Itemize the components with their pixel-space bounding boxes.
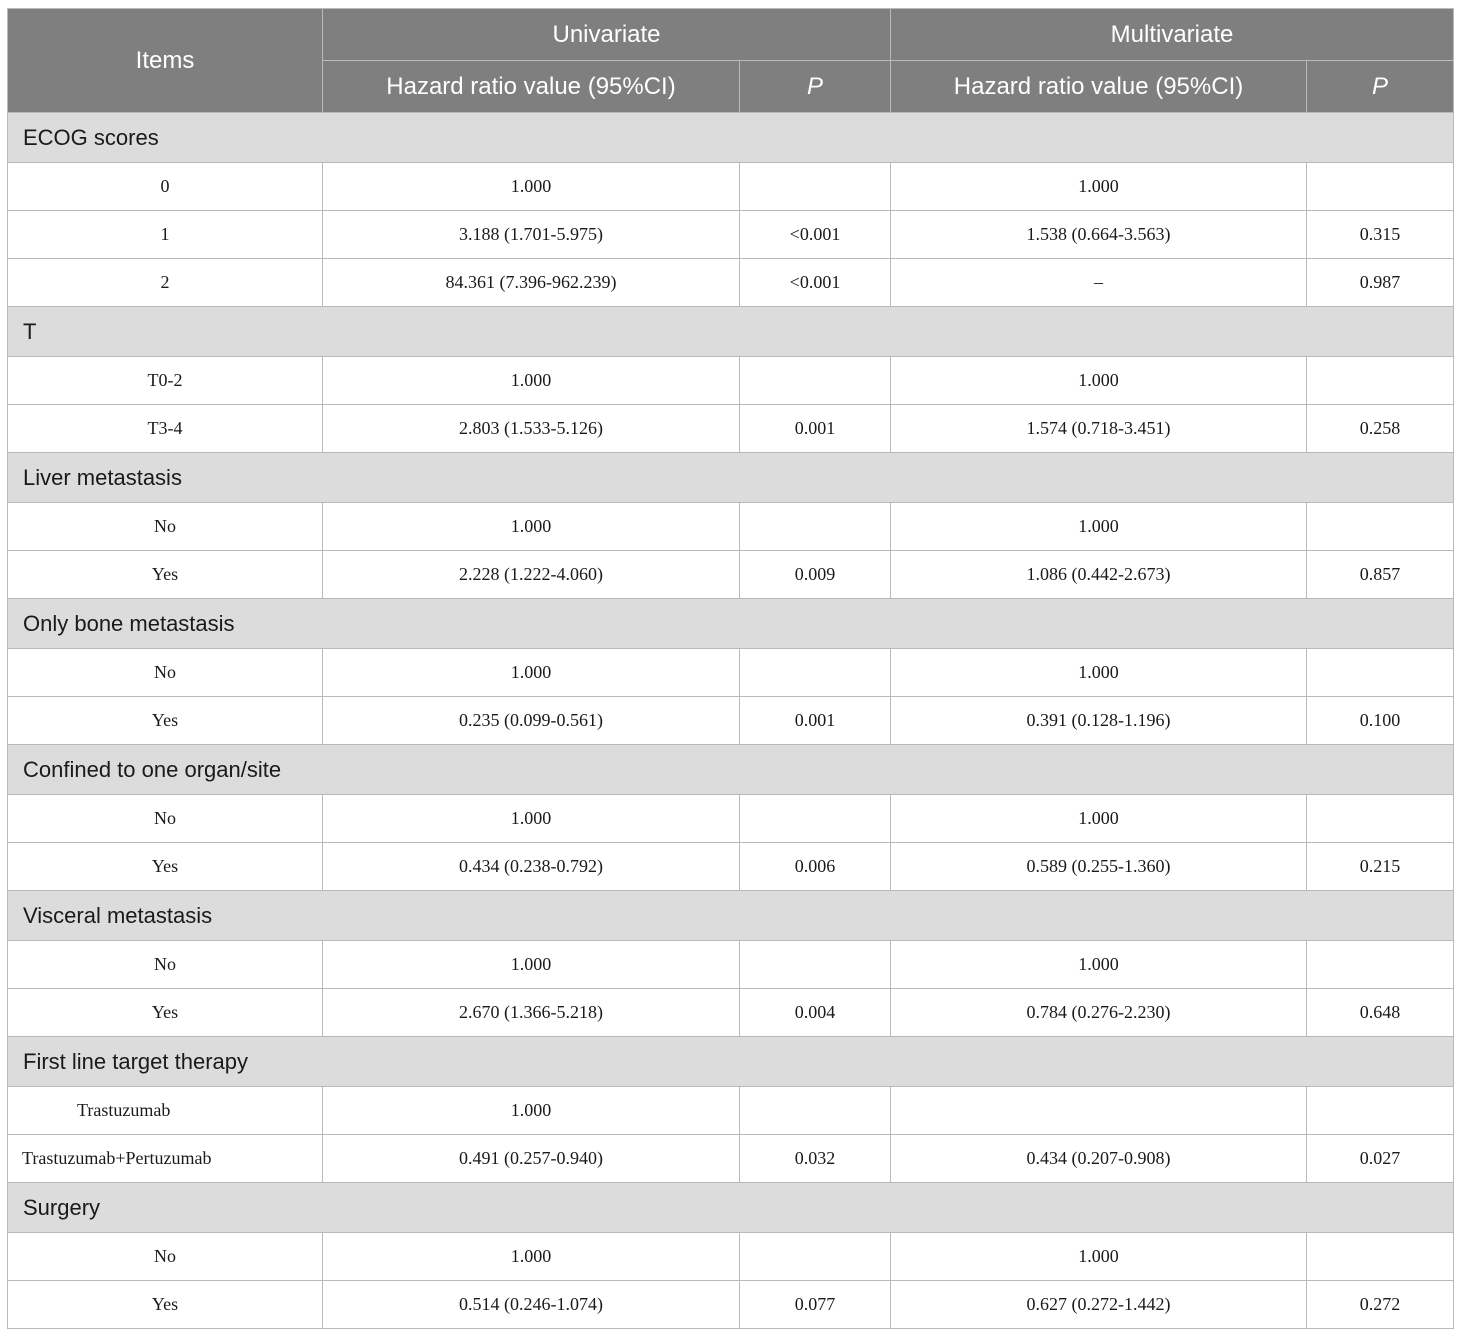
section-title: Surgery bbox=[8, 1183, 1454, 1233]
multivariate-p-cell bbox=[1307, 649, 1454, 697]
multivariate-hr-cell: 0.589 (0.255-1.360) bbox=[891, 843, 1307, 891]
header-univariate: Univariate bbox=[323, 9, 891, 61]
section-row bbox=[8, 599, 1454, 649]
univariate-hr-cell: 0.235 (0.099-0.561) bbox=[323, 697, 740, 745]
header-multi-p: P bbox=[1307, 61, 1454, 113]
table-row bbox=[8, 1135, 1454, 1183]
row-label: No bbox=[8, 1233, 323, 1281]
row-label: Yes bbox=[8, 989, 323, 1037]
row-label: Trastuzumab+Pertuzumab bbox=[8, 1135, 323, 1183]
multivariate-p-cell: 0.857 bbox=[1307, 551, 1454, 599]
multivariate-p-cell: 0.027 bbox=[1307, 1135, 1454, 1183]
univariate-hr-cell: 1.000 bbox=[323, 163, 740, 211]
univariate-p-cell bbox=[740, 503, 891, 551]
table-row bbox=[8, 163, 1454, 211]
univariate-hr-cell: 3.188 (1.701-5.975) bbox=[323, 211, 740, 259]
row-label: 1 bbox=[8, 211, 323, 259]
section-title: Confined to one organ/site bbox=[8, 745, 1454, 795]
multivariate-hr-cell: 1.000 bbox=[891, 163, 1307, 211]
row-label: No bbox=[8, 503, 323, 551]
univariate-p-cell bbox=[740, 1087, 891, 1135]
multivariate-p-cell: 0.315 bbox=[1307, 211, 1454, 259]
univariate-hr-cell: 1.000 bbox=[323, 1087, 740, 1135]
univariate-p-cell: 0.009 bbox=[740, 551, 891, 599]
section-row bbox=[8, 1183, 1454, 1233]
univariate-p-cell: 0.006 bbox=[740, 843, 891, 891]
header-multi-hr: Hazard ratio value (95%CI) bbox=[891, 61, 1307, 113]
univariate-p-cell: 0.032 bbox=[740, 1135, 891, 1183]
multivariate-p-cell: 0.648 bbox=[1307, 989, 1454, 1037]
table-row bbox=[8, 1087, 1454, 1135]
multivariate-hr-cell: 1.000 bbox=[891, 503, 1307, 551]
table-row bbox=[8, 649, 1454, 697]
univariate-p-cell: <0.001 bbox=[740, 211, 891, 259]
multivariate-hr-cell: 1.000 bbox=[891, 795, 1307, 843]
univariate-p-cell bbox=[740, 649, 891, 697]
univariate-hr-cell: 0.434 (0.238-0.792) bbox=[323, 843, 740, 891]
row-label: Trastuzumab bbox=[8, 1087, 323, 1135]
univariate-hr-cell: 2.670 (1.366-5.218) bbox=[323, 989, 740, 1037]
univariate-hr-cell: 1.000 bbox=[323, 357, 740, 405]
univariate-hr-cell: 2.803 (1.533-5.126) bbox=[323, 405, 740, 453]
row-label: No bbox=[8, 795, 323, 843]
row-label: Yes bbox=[8, 697, 323, 745]
table-row bbox=[8, 503, 1454, 551]
table-row bbox=[8, 405, 1454, 453]
section-row bbox=[8, 1037, 1454, 1087]
section-row bbox=[8, 453, 1454, 503]
univariate-p-cell: 0.001 bbox=[740, 405, 891, 453]
multivariate-hr-cell: 0.627 (0.272-1.442) bbox=[891, 1281, 1307, 1329]
section-row bbox=[8, 307, 1454, 357]
multivariate-p-cell: 0.987 bbox=[1307, 259, 1454, 307]
multivariate-p-cell: 0.272 bbox=[1307, 1281, 1454, 1329]
table-row bbox=[8, 795, 1454, 843]
table-row bbox=[8, 941, 1454, 989]
multivariate-p-cell bbox=[1307, 1087, 1454, 1135]
table-row bbox=[8, 551, 1454, 599]
univariate-p-cell bbox=[740, 795, 891, 843]
multivariate-hr-cell: 1.086 (0.442-2.673) bbox=[891, 551, 1307, 599]
univariate-p-cell bbox=[740, 357, 891, 405]
multivariate-p-cell: 0.215 bbox=[1307, 843, 1454, 891]
row-label: T3-4 bbox=[8, 405, 323, 453]
multivariate-hr-cell: 1.000 bbox=[891, 649, 1307, 697]
table-row bbox=[8, 259, 1454, 307]
section-row bbox=[8, 891, 1454, 941]
univariate-p-cell bbox=[740, 941, 891, 989]
multivariate-p-cell bbox=[1307, 163, 1454, 211]
table-row bbox=[8, 697, 1454, 745]
multivariate-hr-cell: 1.574 (0.718-3.451) bbox=[891, 405, 1307, 453]
univariate-hr-cell: 0.514 (0.246-1.074) bbox=[323, 1281, 740, 1329]
multivariate-hr-cell: 1.538 (0.664-3.563) bbox=[891, 211, 1307, 259]
row-label: Yes bbox=[8, 1281, 323, 1329]
row-label: 0 bbox=[8, 163, 323, 211]
header-items: Items bbox=[8, 9, 323, 113]
section-title: First line target therapy bbox=[8, 1037, 1454, 1087]
section-title: T bbox=[8, 307, 1454, 357]
hazard-ratio-table-container bbox=[7, 8, 1453, 1329]
table-row bbox=[8, 989, 1454, 1037]
multivariate-hr-cell: 1.000 bbox=[891, 1233, 1307, 1281]
univariate-hr-cell: 84.361 (7.396-962.239) bbox=[323, 259, 740, 307]
multivariate-hr-cell: 0.784 (0.276-2.230) bbox=[891, 989, 1307, 1037]
univariate-p-cell bbox=[740, 1233, 891, 1281]
multivariate-p-cell bbox=[1307, 941, 1454, 989]
multivariate-hr-cell: 1.000 bbox=[891, 357, 1307, 405]
multivariate-hr-cell: 0.391 (0.128-1.196) bbox=[891, 697, 1307, 745]
section-title: Liver metastasis bbox=[8, 453, 1454, 503]
multivariate-p-cell: 0.100 bbox=[1307, 697, 1454, 745]
table-row bbox=[8, 211, 1454, 259]
header-row-top bbox=[8, 9, 1454, 61]
univariate-p-cell: 0.004 bbox=[740, 989, 891, 1037]
multivariate-hr-cell bbox=[891, 1087, 1307, 1135]
row-label: Yes bbox=[8, 551, 323, 599]
multivariate-p-cell bbox=[1307, 795, 1454, 843]
table-row bbox=[8, 1281, 1454, 1329]
univariate-hr-cell: 1.000 bbox=[323, 503, 740, 551]
multivariate-p-cell bbox=[1307, 503, 1454, 551]
univariate-p-cell: 0.001 bbox=[740, 697, 891, 745]
table-body bbox=[8, 113, 1454, 1329]
multivariate-p-cell: 0.258 bbox=[1307, 405, 1454, 453]
table-row bbox=[8, 1233, 1454, 1281]
row-label: T0-2 bbox=[8, 357, 323, 405]
table-row bbox=[8, 357, 1454, 405]
section-row bbox=[8, 745, 1454, 795]
header-uni-p: P bbox=[740, 61, 891, 113]
multivariate-hr-cell: – bbox=[891, 259, 1307, 307]
univariate-hr-cell: 1.000 bbox=[323, 649, 740, 697]
section-row bbox=[8, 113, 1454, 163]
section-title: ECOG scores bbox=[8, 113, 1454, 163]
row-label: Yes bbox=[8, 843, 323, 891]
header-multivariate: Multivariate bbox=[891, 9, 1454, 61]
univariate-hr-cell: 2.228 (1.222-4.060) bbox=[323, 551, 740, 599]
multivariate-p-cell bbox=[1307, 357, 1454, 405]
univariate-hr-cell: 1.000 bbox=[323, 795, 740, 843]
univariate-p-cell: 0.077 bbox=[740, 1281, 891, 1329]
univariate-hr-cell: 0.491 (0.257-0.940) bbox=[323, 1135, 740, 1183]
row-label: No bbox=[8, 649, 323, 697]
multivariate-hr-cell: 1.000 bbox=[891, 941, 1307, 989]
row-label: No bbox=[8, 941, 323, 989]
header-uni-hr: Hazard ratio value (95%CI) bbox=[323, 61, 740, 113]
table-row bbox=[8, 843, 1454, 891]
hazard-ratio-table bbox=[7, 8, 1454, 1329]
section-title: Only bone metastasis bbox=[8, 599, 1454, 649]
multivariate-hr-cell: 0.434 (0.207-0.908) bbox=[891, 1135, 1307, 1183]
univariate-hr-cell: 1.000 bbox=[323, 941, 740, 989]
univariate-p-cell bbox=[740, 163, 891, 211]
section-title: Visceral metastasis bbox=[8, 891, 1454, 941]
row-label: 2 bbox=[8, 259, 323, 307]
univariate-hr-cell: 1.000 bbox=[323, 1233, 740, 1281]
multivariate-p-cell bbox=[1307, 1233, 1454, 1281]
univariate-p-cell: <0.001 bbox=[740, 259, 891, 307]
table-header bbox=[8, 9, 1454, 113]
